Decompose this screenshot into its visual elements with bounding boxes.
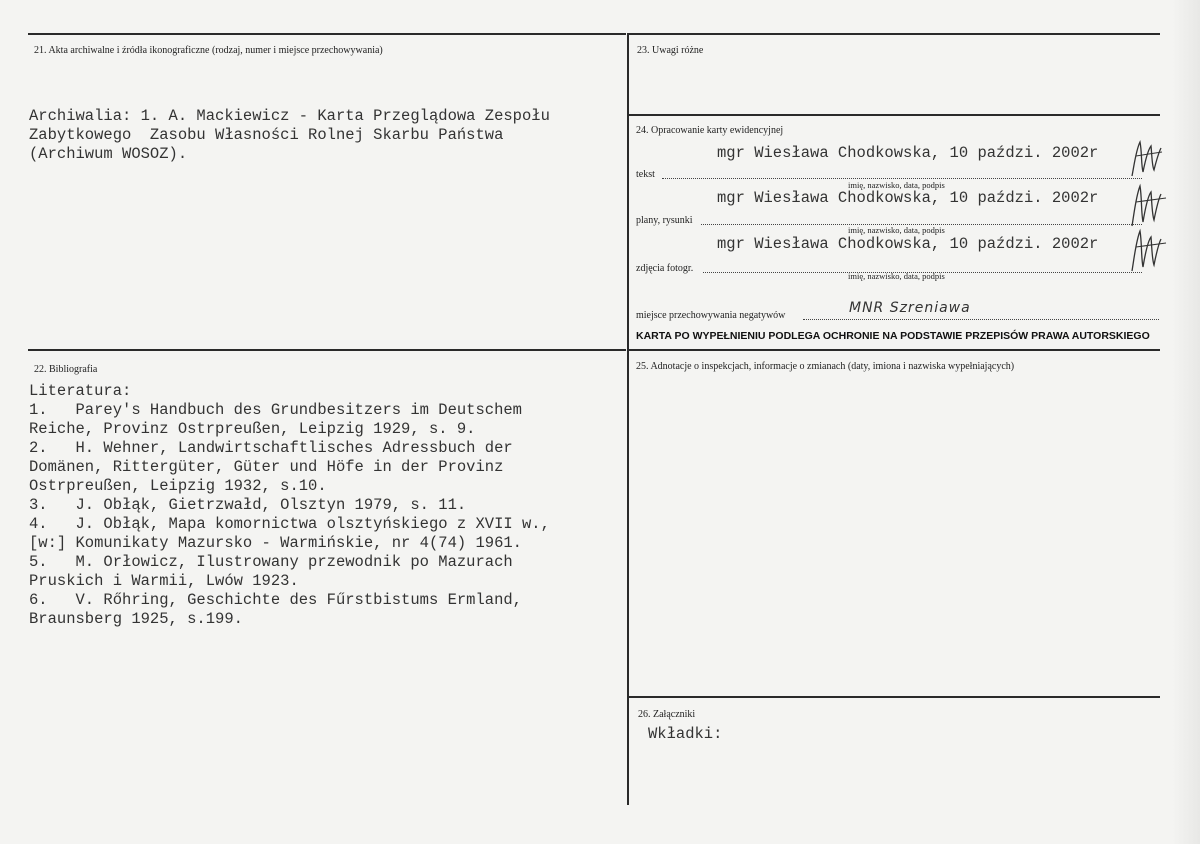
middle-rule-right [628, 349, 1160, 351]
section-22-heading: 22. Bibliografia [34, 364, 98, 375]
photos-author-entry: mgr Wiesława Chodkowska, 10 paździ. 2002r [717, 235, 1099, 253]
text-row-caption: imię, nazwisko, data, podpis [848, 180, 945, 190]
bibliography-line: 3. J. Obłąk, Gietrzwałd, Olsztyn 1979, s. 11. [29, 496, 467, 514]
section-24-heading: 24. Opracowanie karty ewidencyjnej [636, 125, 784, 136]
section-25-heading: 25. Adnotacje o inspekcjach, informacje o zmianach (daty, imiona i nazwiska wypełniających) [636, 361, 1015, 372]
photos-row-caption: imię, nazwisko, data, podpis [848, 271, 945, 281]
bibliography-line: 5. M. Orłowicz, Ilustrowany przewodnik po Mazurach [29, 553, 513, 571]
plans-row-label: plany, rysunki [636, 215, 693, 226]
negatives-label: miejsce przechowywania negatywów [636, 310, 786, 321]
archives-line-3: (Archiwum WOSOZ). [29, 145, 188, 163]
top-rule-right [628, 33, 1160, 35]
bibliography-line: 1. Parey's Handbuch des Grundbesitzers im Deutschem [29, 401, 522, 419]
archives-line-2: Zabytkowego Zasobu Własności Rolnej Skarbu Państwa [29, 126, 504, 144]
signature-photos [1124, 225, 1170, 275]
bibliography-line: 2. H. Wehner, Landwirtschaftlisches Adressbuch der [29, 439, 513, 457]
plans-row-caption: imię, nazwisko, data, podpis [848, 225, 945, 235]
bibliography-line: Reiche, Provinz Ostrpreußen, Leipzig 1929, s. 9. [29, 420, 476, 438]
middle-rule-left [28, 349, 626, 351]
copyright-notice: KARTA PO WYPEŁNIENIU PODLEGA OCHRONIE NA PODSTAWIE PRZEPISÓW PRAWA AUTORSKIEGO [636, 330, 1150, 342]
section-21-heading: 21. Akta archiwalne i źródła ikonograficzne (rodzaj, numer i miejsce przechowywania) [34, 45, 383, 56]
text-row-label: tekst [636, 169, 655, 180]
attachments-content: Wkładki: [648, 725, 723, 743]
signature-text [1126, 136, 1166, 180]
center-divider [627, 33, 629, 805]
text-row-dotted-line [662, 178, 1142, 179]
rule-25-26 [628, 696, 1160, 698]
bibliography-line: Domänen, Rittergüter, Güter und Höfe in der Provinz [29, 458, 504, 476]
bibliography-line: Literatura: [29, 382, 132, 400]
bibliography-line: Braunsberg 1925, s.199. [29, 610, 243, 628]
negatives-location: MNR Szreniawa [849, 300, 971, 316]
plans-author-entry: mgr Wiesława Chodkowska, 10 paździ. 2002r [717, 189, 1099, 207]
bibliography-line: Ostrpreußen, Leipzig 1932, s.10. [29, 477, 327, 495]
bibliography-line: Pruskich i Warmii, Lwów 1923. [29, 572, 299, 590]
bibliography-line: 6. V. Rőhring, Geschichte des Fűrstbistums Ermland, [29, 591, 522, 609]
paper-edge [1172, 0, 1200, 844]
section-23-heading: 23. Uwagi różne [637, 45, 704, 56]
signature-plans [1124, 180, 1170, 230]
bibliography-line: [w:] Komunikaty Mazursko - Warmińskie, nr 4(74) 1961. [29, 534, 522, 552]
top-rule-left [28, 33, 626, 35]
negatives-dotted-line [803, 319, 1159, 320]
rule-23-24 [628, 114, 1160, 116]
section-26-heading: 26. Załączniki [638, 709, 696, 720]
archives-line-1: Archiwalia: 1. A. Mackiewicz - Karta Przeglądowa Zespołu [29, 107, 550, 125]
photos-row-label: zdjęcia fotogr. [636, 263, 694, 274]
text-author-entry: mgr Wiesława Chodkowska, 10 paździ. 2002r [717, 144, 1099, 162]
bibliography-line: 4. J. Obłąk, Mapa komornictwa olsztyńskiego z XVII w., [29, 515, 550, 533]
